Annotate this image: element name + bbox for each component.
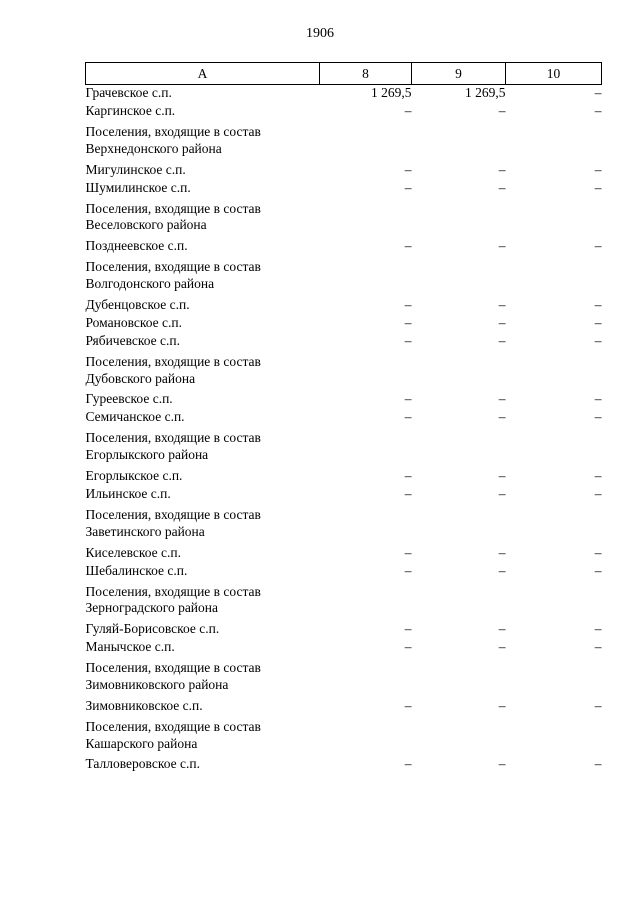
value-cell-8: – xyxy=(404,621,412,637)
value-cell-9: – xyxy=(498,621,506,637)
settlement-name: Гуреевское с.п. xyxy=(85,391,173,407)
table-row xyxy=(86,297,602,315)
empty-cell xyxy=(320,198,412,239)
value-cell-10: – xyxy=(594,296,602,312)
empty-cell xyxy=(506,256,602,297)
empty-cell xyxy=(320,256,412,297)
value-cell-9: – xyxy=(498,161,506,177)
value-cell-9: – xyxy=(498,562,506,578)
table-row xyxy=(86,756,602,774)
value-cell-10: – xyxy=(594,409,602,425)
empty-cell xyxy=(320,351,412,392)
district-group-row xyxy=(86,351,602,392)
empty-cell xyxy=(506,121,602,162)
value-cell-9: – xyxy=(498,756,506,772)
value-cell-10: – xyxy=(594,697,602,713)
empty-cell xyxy=(412,427,506,468)
value-cell-8: – xyxy=(404,485,412,501)
empty-cell xyxy=(506,198,602,239)
value-cell-10: – xyxy=(594,179,602,195)
value-cell-8: – xyxy=(404,296,412,312)
value-cell-8: – xyxy=(404,756,412,772)
settlement-name: Зимовниковское с.п. xyxy=(85,697,203,713)
empty-cell xyxy=(412,351,506,392)
value-cell-10: – xyxy=(594,467,602,483)
value-cell-10: – xyxy=(594,332,602,348)
value-cell-8: – xyxy=(404,697,412,713)
value-cell-9: – xyxy=(498,103,506,118)
district-group-row xyxy=(86,121,602,162)
value-cell-9: – xyxy=(498,238,506,254)
value-cell-8: – xyxy=(404,391,412,407)
value-cell-8: 1 269,5 xyxy=(371,85,412,100)
value-cell-8: – xyxy=(404,544,412,560)
empty-cell xyxy=(506,427,602,468)
table-row xyxy=(86,180,602,198)
value-cell-10: – xyxy=(594,562,602,578)
settlement-name: Мигулинское с.п. xyxy=(85,161,186,177)
value-cell-10: – xyxy=(594,485,602,501)
settlement-name: Грачевское с.п. xyxy=(85,85,172,100)
table-body xyxy=(86,85,602,775)
value-cell-8: – xyxy=(404,332,412,348)
empty-cell xyxy=(506,657,602,698)
table-header-row xyxy=(86,63,602,85)
district-group-row xyxy=(86,657,602,698)
empty-cell xyxy=(320,427,412,468)
value-cell-8: – xyxy=(404,314,412,330)
table-row xyxy=(86,162,602,180)
settlement-name: Ильинское с.п. xyxy=(85,485,171,501)
value-cell-10: – xyxy=(594,639,602,655)
table-row xyxy=(86,486,602,504)
value-cell-8: – xyxy=(404,238,412,254)
value-cell-9: – xyxy=(498,639,506,655)
empty-cell xyxy=(506,581,602,622)
table-row xyxy=(86,639,602,657)
district-group-label: Поселения, входящие в состав Верхнедонского района xyxy=(85,124,261,156)
value-cell-10: – xyxy=(594,238,602,254)
column-header-10: 10 xyxy=(506,63,602,85)
value-cell-9: – xyxy=(498,697,506,713)
settlement-name: Дубенцовское с.п. xyxy=(85,296,190,312)
settlement-name: Семичанское с.п. xyxy=(85,409,185,425)
empty-cell xyxy=(320,581,412,622)
settlement-name: Киселевское с.п. xyxy=(85,544,182,560)
settlement-name: Манычское с.п. xyxy=(85,639,175,655)
district-group-row xyxy=(86,504,602,545)
district-group-label: Поселения, входящие в состав Заветинского района xyxy=(85,506,261,539)
value-cell-9: – xyxy=(498,332,506,348)
table-row xyxy=(86,409,602,427)
empty-cell xyxy=(412,657,506,698)
column-header-a: A xyxy=(86,63,320,85)
table-row xyxy=(86,391,602,409)
empty-cell xyxy=(412,256,506,297)
value-cell-9: – xyxy=(498,409,506,425)
column-header-8: 8 xyxy=(320,63,412,85)
district-group-row xyxy=(86,198,602,239)
empty-cell xyxy=(412,504,506,545)
empty-cell xyxy=(412,121,506,162)
column-header-9: 9 xyxy=(412,63,506,85)
table-row xyxy=(86,698,602,716)
table-row xyxy=(86,333,602,351)
settlement-name: Позднеевское с.п. xyxy=(85,238,188,254)
district-group-row xyxy=(86,716,602,757)
settlement-name: Гуляй-Борисовское с.п. xyxy=(85,621,220,637)
value-cell-8: – xyxy=(404,562,412,578)
value-cell-9: – xyxy=(498,467,506,483)
empty-cell xyxy=(412,581,506,622)
value-cell-8: – xyxy=(404,161,412,177)
table-row xyxy=(86,85,602,104)
district-group-row xyxy=(86,256,602,297)
value-cell-10: – xyxy=(594,85,602,100)
table-row xyxy=(86,238,602,256)
district-group-label: Поселения, входящие в состав Зерноградского района xyxy=(85,583,261,616)
district-group-label: Поселения, входящие в состав Кашарского района xyxy=(85,718,261,751)
value-cell-9: 1 269,5 xyxy=(465,85,506,100)
empty-cell xyxy=(320,657,412,698)
value-cell-10: – xyxy=(594,621,602,637)
empty-cell xyxy=(506,716,602,757)
value-cell-10: – xyxy=(594,544,602,560)
value-cell-8: – xyxy=(404,179,412,195)
budget-table xyxy=(85,62,602,774)
value-cell-10: – xyxy=(594,314,602,330)
value-cell-8: – xyxy=(404,467,412,483)
value-cell-9: – xyxy=(498,179,506,195)
settlement-name: Каргинское с.п. xyxy=(85,103,176,118)
empty-cell xyxy=(320,716,412,757)
table-row xyxy=(86,545,602,563)
value-cell-10: – xyxy=(594,103,602,118)
district-group-label: Поселения, входящие в состав Дубовского района xyxy=(85,353,261,386)
value-cell-9: – xyxy=(498,314,506,330)
district-group-row xyxy=(86,581,602,622)
district-group-label: Поселения, входящие в состав Егорлыкского района xyxy=(85,430,261,463)
empty-cell xyxy=(320,121,412,162)
settlement-name: Рябичевское с.п. xyxy=(85,332,180,348)
value-cell-10: – xyxy=(594,391,602,407)
empty-cell xyxy=(320,504,412,545)
district-group-label: Поселения, входящие в состав Зимовниковского района xyxy=(85,660,261,692)
settlement-name: Талловеровское с.п. xyxy=(85,756,200,772)
table-row xyxy=(86,563,602,581)
settlement-name: Романовское с.п. xyxy=(85,314,182,330)
value-cell-9: – xyxy=(498,296,506,312)
table-row xyxy=(86,468,602,486)
value-cell-10: – xyxy=(594,161,602,177)
empty-cell xyxy=(412,716,506,757)
empty-cell xyxy=(506,504,602,545)
settlement-name: Шумилинское с.п. xyxy=(85,179,191,195)
value-cell-8: – xyxy=(404,103,412,118)
value-cell-10: – xyxy=(594,756,602,772)
table-row xyxy=(86,103,602,121)
value-cell-9: – xyxy=(498,544,506,560)
empty-cell xyxy=(412,198,506,239)
district-group-row xyxy=(86,427,602,468)
district-group-label: Поселения, входящие в состав Волгодонского района xyxy=(85,259,261,291)
value-cell-8: – xyxy=(404,639,412,655)
district-group-label: Поселения, входящие в состав Веселовского района xyxy=(85,200,261,233)
value-cell-9: – xyxy=(498,391,506,407)
page-number: 1906 xyxy=(306,26,334,41)
settlement-name: Шебалинское с.п. xyxy=(85,562,188,578)
value-cell-8: – xyxy=(404,409,412,425)
table-row xyxy=(86,315,602,333)
table-row xyxy=(86,621,602,639)
empty-cell xyxy=(506,351,602,392)
settlement-name: Егорлыкское с.п. xyxy=(85,467,183,483)
value-cell-9: – xyxy=(498,485,506,501)
